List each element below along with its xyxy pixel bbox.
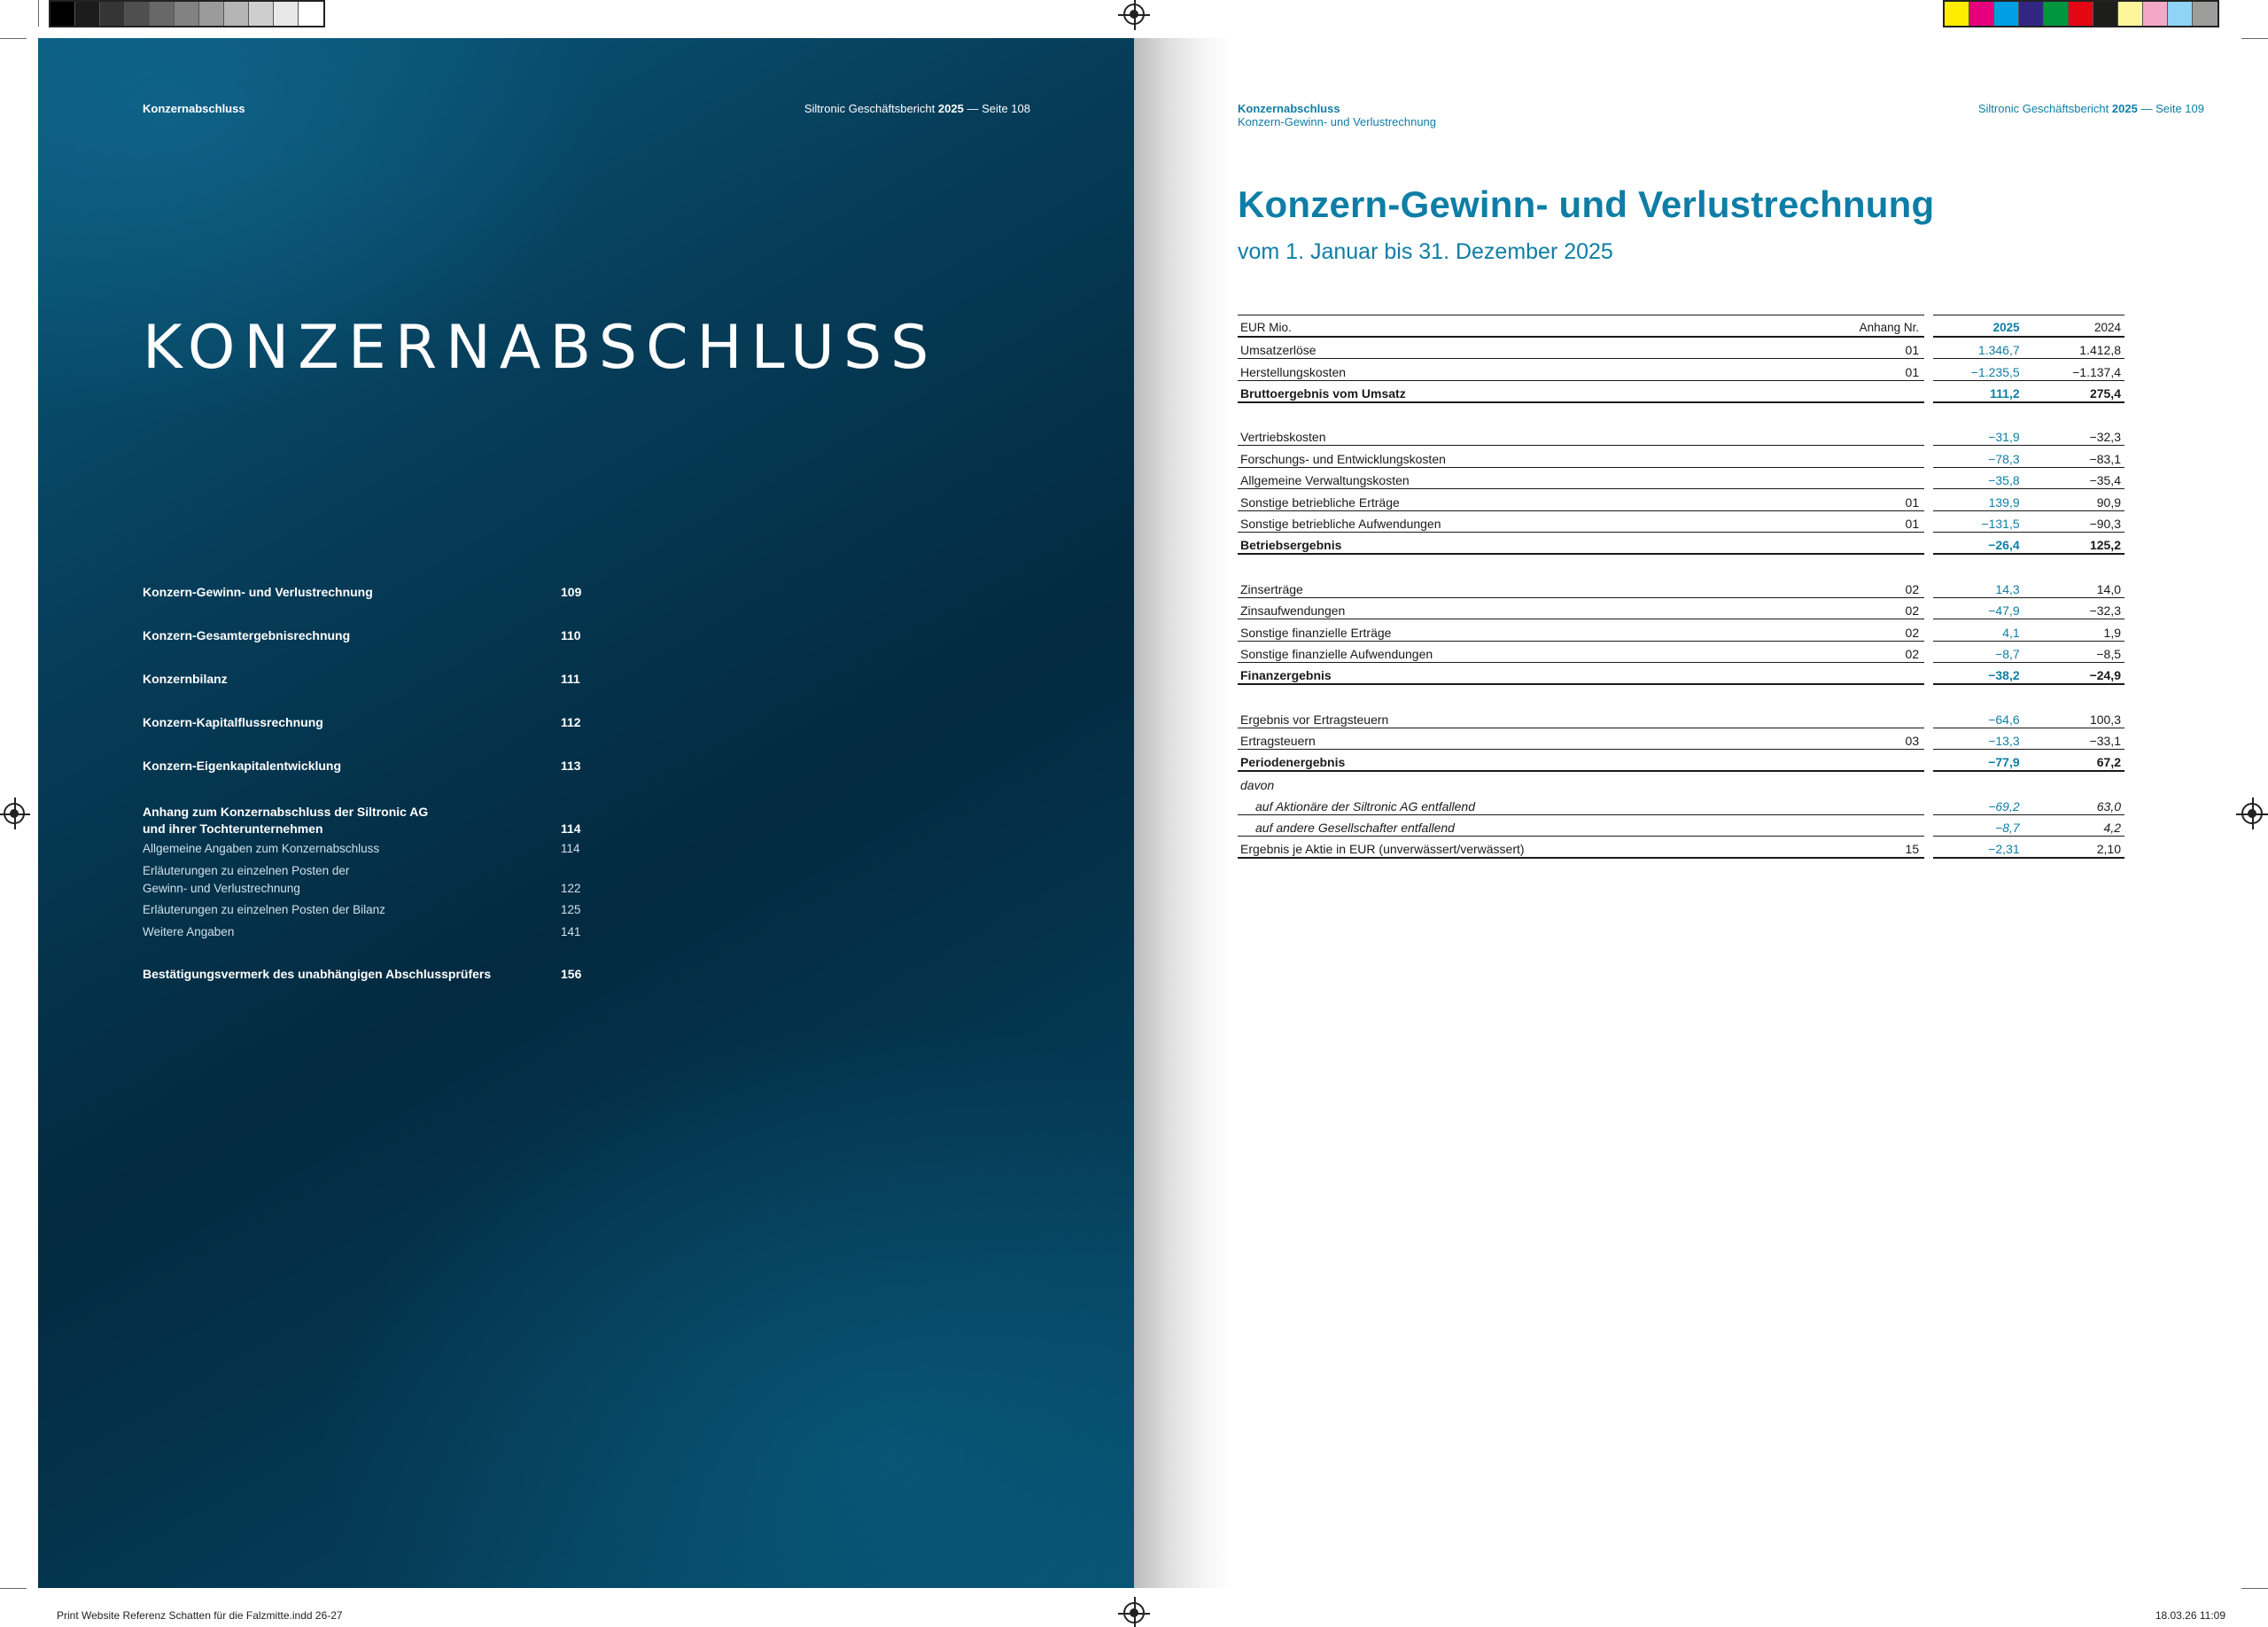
table-row xyxy=(1238,337,2124,359)
toc-entry-label: Konzern-Kapitalflussrechnung xyxy=(143,715,323,729)
toc-entry-page: 114 xyxy=(561,821,581,836)
table-row xyxy=(1238,771,2124,793)
table-row xyxy=(1238,380,2124,402)
spacer-cell xyxy=(1238,554,2124,576)
cell-prev: −1.137,4 xyxy=(2025,359,2124,381)
toc-subentry-page: 122 xyxy=(561,882,581,895)
toc-entry-page: 111 xyxy=(561,672,580,686)
toc-entry-label: Konzern-Gewinn- und Verlustrechnung xyxy=(143,585,373,599)
toc-subentry-label: Allgemeine Angaben zum Konzernabschluss xyxy=(143,842,380,855)
cell-label: Zinsaufwendungen xyxy=(1238,597,1849,619)
gray-swatch xyxy=(100,2,125,26)
toc-subentry-page: 141 xyxy=(561,925,581,938)
toc-entry-page: 109 xyxy=(561,585,582,599)
right-running-head xyxy=(1978,102,2204,115)
toc-subentry[interactable] xyxy=(143,901,596,919)
toc-entry-label: Konzernbilanz xyxy=(143,672,228,686)
cell-note: 15 xyxy=(1849,837,1930,859)
table-row xyxy=(1238,837,2124,859)
cell-label: Vertriebskosten xyxy=(1238,424,1849,446)
cell-cur: −77,9 xyxy=(1929,750,2025,772)
color-swatch xyxy=(1945,2,1969,26)
toc-subentry[interactable] xyxy=(143,923,596,941)
cell-label: Betriebsergebnis xyxy=(1238,533,1849,555)
toc-subentry[interactable] xyxy=(143,840,596,858)
crop-mark xyxy=(0,38,27,39)
toc-entry[interactable] xyxy=(143,585,596,599)
cell-note: 02 xyxy=(1849,597,1930,619)
cell-prev: −33,1 xyxy=(2025,728,2124,750)
cell-cur: 139,9 xyxy=(1929,489,2025,511)
right-section-label xyxy=(1238,102,1436,128)
cell-note: 01 xyxy=(1849,510,1930,533)
cell-note xyxy=(1849,771,1930,793)
toc-entry-label-line1: Anhang zum Konzernabschluss der Siltronic AG xyxy=(143,805,429,819)
color-swatch xyxy=(2093,2,2118,26)
cell-prev: −35,4 xyxy=(2025,467,2124,489)
table-spacer-row xyxy=(1238,684,2124,706)
cell-prev: 2,10 xyxy=(2025,837,2124,859)
left-section-label: Konzernabschluss xyxy=(143,102,245,115)
table-header-row xyxy=(1238,315,2124,338)
registration-mark-bottom xyxy=(1123,1602,1145,1623)
cell-cur: −64,6 xyxy=(1929,706,2025,728)
cell-cur: −35,8 xyxy=(1929,467,2025,489)
table-row xyxy=(1238,597,2124,619)
cell-label: Allgemeine Verwaltungskosten xyxy=(1238,467,1849,489)
cell-prev: −24,9 xyxy=(2025,663,2124,685)
cell-label: Ertragsteuern xyxy=(1238,728,1849,750)
cell-cur: −31,9 xyxy=(1929,424,2025,446)
color-swatch xyxy=(2143,2,2168,26)
cell-label: auf Aktionäre der Siltronic AG entfallend xyxy=(1238,793,1849,815)
registration-mark-top xyxy=(1123,4,1145,25)
table-row xyxy=(1238,641,2124,663)
running-head-prefix: Siltronic Geschäftsbericht xyxy=(1977,102,2109,115)
cell-cur xyxy=(1929,771,2025,793)
toc-entry[interactable] xyxy=(143,628,596,642)
running-head-prefix: Siltronic Geschäftsbericht xyxy=(804,102,936,115)
table-row xyxy=(1238,576,2124,598)
gray-swatch xyxy=(50,2,75,26)
cell-cur: −69,2 xyxy=(1929,793,2025,815)
toc-subentry[interactable] xyxy=(143,862,596,898)
toc-entry-page: 156 xyxy=(561,967,582,981)
color-swatch xyxy=(2044,2,2069,26)
toc-subentry-label-line2: Gewinn- und Verlustrechnung xyxy=(143,882,300,895)
table-row xyxy=(1238,446,2124,468)
table-row xyxy=(1238,467,2124,489)
color-swatch xyxy=(2019,2,2044,26)
gray-swatch xyxy=(150,2,175,26)
section-title: KONZERNABSCHLUSS xyxy=(143,313,938,383)
left-page-section-cover xyxy=(38,38,1134,1588)
cell-prev: 125,2 xyxy=(2025,533,2124,555)
cell-prev: 90,9 xyxy=(2025,489,2124,511)
cell-note xyxy=(1849,380,1930,402)
table-row xyxy=(1238,793,2124,815)
cell-prev: 63,0 xyxy=(2025,793,2124,815)
cell-note xyxy=(1849,793,1930,815)
cell-cur: 14,3 xyxy=(1929,576,2025,598)
spacer-cell xyxy=(1238,402,2124,424)
table-row xyxy=(1238,359,2124,381)
cell-prev: 275,4 xyxy=(2025,380,2124,402)
process-color-bar xyxy=(1943,0,2219,27)
header-unit: EUR Mio. xyxy=(1238,315,1849,338)
running-head-dash: — xyxy=(967,102,979,115)
slug-file-info: Print Website Referenz Schatten für die Falzmitte.indd 26-27 xyxy=(57,1609,343,1622)
table-row xyxy=(1238,750,2124,772)
table-row xyxy=(1238,533,2124,555)
section-name: Konzernabschluss xyxy=(1238,102,1340,115)
cell-cur: −38,2 xyxy=(1929,663,2025,685)
cell-prev: 1,9 xyxy=(2025,619,2124,642)
running-head-dash: — xyxy=(2140,102,2153,115)
gray-swatch xyxy=(274,2,299,26)
running-head-year: 2025 xyxy=(937,102,964,115)
cell-label: Periodenergebnis xyxy=(1238,750,1849,772)
crop-mark xyxy=(0,1588,27,1589)
cell-label: Sonstige finanzielle Erträge xyxy=(1238,619,1849,642)
gray-swatch xyxy=(199,2,224,26)
cell-cur: −26,4 xyxy=(1929,533,2025,555)
cell-label: Sonstige finanzielle Aufwendungen xyxy=(1238,641,1849,663)
toc-entry-page: 113 xyxy=(561,759,581,773)
cell-note: 01 xyxy=(1849,337,1930,359)
crop-mark xyxy=(2241,38,2268,39)
cell-note xyxy=(1849,750,1930,772)
cell-label: Umsatzerlöse xyxy=(1238,337,1849,359)
cell-label: Ergebnis vor Ertragsteuern xyxy=(1238,706,1849,728)
table-row xyxy=(1238,706,2124,728)
cell-note: 02 xyxy=(1849,576,1930,598)
color-swatch xyxy=(1969,2,1994,26)
table-row xyxy=(1238,489,2124,511)
table-spacer-row xyxy=(1238,402,2124,424)
cell-cur: −1.235,5 xyxy=(1929,359,2025,381)
cell-prev xyxy=(2025,771,2124,793)
running-head-page: Seite 108 xyxy=(982,102,1030,115)
table-row xyxy=(1238,510,2124,533)
toc-entry-appendix[interactable] xyxy=(143,804,596,837)
slug-date-time: 18.03.26 11:09 xyxy=(2155,1609,2225,1622)
cell-prev: −83,1 xyxy=(2025,446,2124,468)
cell-label: davon xyxy=(1240,777,1275,792)
color-swatch xyxy=(2118,2,2143,26)
cell-note xyxy=(1849,663,1930,685)
header-current-year: 2025 xyxy=(1929,315,2025,338)
subsection-name: Konzern-Gewinn- und Verlustrechnung xyxy=(1238,115,1437,128)
toc-subentry-page: 125 xyxy=(561,903,581,916)
cell-cur: 111,2 xyxy=(1929,380,2025,402)
cell-cur: −13,3 xyxy=(1929,728,2025,750)
cell-prev: −8,5 xyxy=(2025,641,2124,663)
toc-entry-page: 112 xyxy=(561,715,581,729)
toc-entry[interactable] xyxy=(143,967,596,981)
cell-cur: −131,5 xyxy=(1929,510,2025,533)
toc-subentry-label-line1: Erläuterungen zu einzelnen Posten der xyxy=(143,864,350,877)
toc-entry-label: Konzern-Eigenkapitalentwicklung xyxy=(143,759,342,773)
cell-note: 01 xyxy=(1849,489,1930,511)
color-swatch xyxy=(2069,2,2093,26)
cell-cur: 1.346,7 xyxy=(1929,337,2025,359)
table-row xyxy=(1238,728,2124,750)
cell-prev: 4,2 xyxy=(2025,814,2124,837)
cell-note: 02 xyxy=(1849,619,1930,642)
table-row xyxy=(1238,814,2124,837)
toc-subentry-label: Weitere Angaben xyxy=(143,925,235,938)
gray-swatch xyxy=(299,2,323,26)
statement-title: Konzern-Gewinn- und Verlustrechnung xyxy=(1238,183,1935,225)
header-previous-year: 2024 xyxy=(2025,315,2124,338)
gray-swatch xyxy=(175,2,199,26)
statement-subtitle: vom 1. Januar bis 31. Dezember 2025 xyxy=(1238,239,1613,264)
cell-cur: −8,7 xyxy=(1929,641,2025,663)
cell-label: Ergebnis je Aktie in EUR (unverwässert/verwässert) xyxy=(1238,837,1849,859)
cell-label: Forschungs- und Entwicklungskosten xyxy=(1238,446,1849,468)
cell-prev: 100,3 xyxy=(2025,706,2124,728)
color-swatch xyxy=(1994,2,2019,26)
cell-prev: 14,0 xyxy=(2025,576,2124,598)
toc-entry-page: 110 xyxy=(561,628,581,642)
cell-label: Zinserträge xyxy=(1238,576,1849,598)
toc-entry-label: Konzern-Gesamtergebnisrechnung xyxy=(143,628,351,642)
crop-mark xyxy=(38,0,39,27)
spine-shadow xyxy=(1134,38,1231,1588)
table-row xyxy=(1238,619,2124,642)
color-swatch xyxy=(2168,2,2193,26)
spacer-cell xyxy=(1238,684,2124,706)
toc-entry[interactable] xyxy=(143,672,596,686)
header-note: Anhang Nr. xyxy=(1849,315,1930,338)
toc-subentry-label: Erläuterungen zu einzelnen Posten der Bilanz xyxy=(143,903,385,916)
cell-cur: −78,3 xyxy=(1929,446,2025,468)
cell-note: 03 xyxy=(1849,728,1930,750)
color-swatch xyxy=(2193,2,2218,26)
cell-cur: −8,7 xyxy=(1929,814,2025,837)
cell-note xyxy=(1849,467,1930,489)
crop-mark xyxy=(2241,1588,2268,1589)
gray-swatch xyxy=(224,2,249,26)
cell-prev: 1.412,8 xyxy=(2025,337,2124,359)
grayscale-color-bar xyxy=(49,0,325,27)
table-row xyxy=(1238,663,2124,685)
cell-label: Sonstige betriebliche Erträge xyxy=(1238,489,1849,511)
cell-note xyxy=(1849,706,1930,728)
cell-prev: −90,3 xyxy=(2025,510,2124,533)
cell-note xyxy=(1849,424,1930,446)
running-head-page: Seite 109 xyxy=(2155,102,2204,115)
cell-label: Bruttoergebnis vom Umsatz xyxy=(1238,380,1849,402)
table-row xyxy=(1238,424,2124,446)
cell-prev: 67,2 xyxy=(2025,750,2124,772)
toc-entry[interactable] xyxy=(143,759,596,773)
right-page-income-statement xyxy=(1231,38,2233,1588)
cell-label: auf andere Gesellschafter entfallend xyxy=(1238,814,1849,837)
income-statement-table xyxy=(1238,315,2124,859)
registration-mark-left xyxy=(4,803,25,824)
toc-entry-label: Bestätigungsvermerk des unabhängigen Abschlussprüfers xyxy=(143,967,492,981)
left-running-head xyxy=(804,102,1030,115)
toc-entry-label-line2: und ihrer Tochterunternehmen xyxy=(143,821,323,836)
cell-cur: 4,1 xyxy=(1929,619,2025,642)
toc-entry[interactable] xyxy=(143,715,596,729)
cell-prev: −32,3 xyxy=(2025,597,2124,619)
cell-label: Sonstige betriebliche Aufwendungen xyxy=(1238,510,1849,533)
running-head-year: 2025 xyxy=(2111,102,2138,115)
gray-swatch xyxy=(75,2,100,26)
cell-cur: −2,31 xyxy=(1929,837,2025,859)
registration-mark-right xyxy=(2241,803,2263,824)
cell-note: 02 xyxy=(1849,641,1930,663)
gray-swatch xyxy=(249,2,274,26)
cell-note xyxy=(1849,446,1930,468)
cell-cur: −47,9 xyxy=(1929,597,2025,619)
cell-note xyxy=(1849,533,1930,555)
cell-note: 01 xyxy=(1849,359,1930,381)
cell-label: Finanzergebnis xyxy=(1238,663,1849,685)
toc-subentry-page: 114 xyxy=(561,842,580,855)
cell-label: Herstellungskosten xyxy=(1238,359,1849,381)
cell-note xyxy=(1849,814,1930,837)
cell-prev: −32,3 xyxy=(2025,424,2124,446)
gray-swatch xyxy=(125,2,150,26)
table-spacer-row xyxy=(1238,554,2124,576)
